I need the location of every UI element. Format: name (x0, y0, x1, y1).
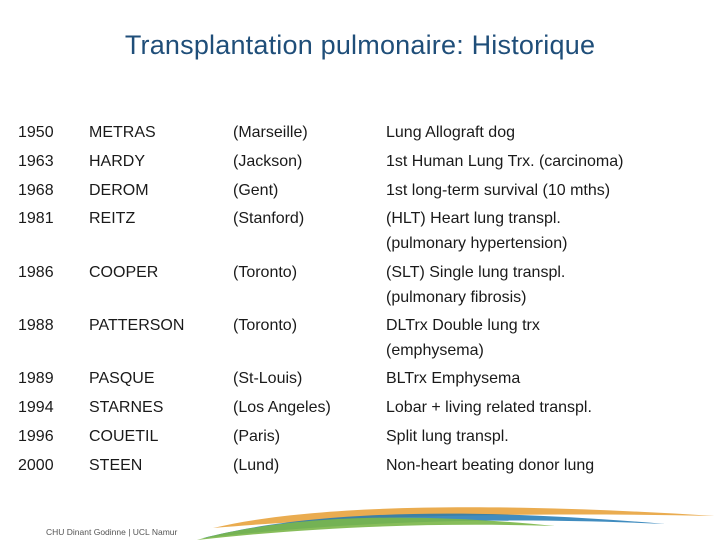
year-cell: 1986 (18, 264, 54, 281)
description-cell: (SLT) Single lung transpl. (386, 264, 566, 281)
city-cell: (Paris) (233, 428, 281, 445)
surgeon-cell: STARNES (89, 399, 164, 416)
year-cell: 1981 (18, 210, 54, 227)
description-cell: (HLT) Heart lung transpl. (386, 210, 561, 227)
surgeon-cell: COOPER (89, 264, 159, 281)
city-cell: (St-Louis) (233, 370, 303, 387)
city-cell: (Jackson) (233, 153, 303, 170)
description-cell: Split lung transpl. (386, 428, 509, 445)
year-cell: 1963 (18, 153, 54, 170)
description-cell-continued: (emphysema) (386, 342, 484, 359)
surgeon-cell: COUETIL (89, 428, 159, 445)
city-cell: (Los Angeles) (233, 399, 331, 416)
surgeon-cell: PATTERSON (89, 317, 185, 334)
description-cell: 1st long-term survival (10 mths) (386, 182, 611, 199)
year-cell: 1950 (18, 124, 54, 141)
description-cell: Lung Allograft dog (386, 124, 515, 141)
description-cell: 1st Human Lung Trx. (carcinoma) (386, 153, 624, 170)
year-cell: 1988 (18, 317, 54, 334)
city-cell: (Toronto) (233, 264, 298, 281)
description-cell: DLTrx Double lung trx (386, 317, 540, 334)
description-cell: BLTrx Emphysema (386, 370, 521, 387)
surgeon-cell: STEEN (89, 457, 143, 474)
slide-title: Transplantation pulmonaire: Historique (124, 30, 596, 60)
year-cell: 1996 (18, 428, 54, 445)
city-cell: (Marseille) (233, 124, 308, 141)
surgeon-cell: PASQUE (89, 370, 155, 387)
footer-institution: CHU Dinant Godinne | UCL Namur (46, 527, 178, 537)
city-cell: (Lund) (233, 457, 280, 474)
surgeon-cell: REITZ (89, 210, 136, 227)
year-cell: 1994 (18, 399, 54, 416)
city-cell: (Gent) (233, 182, 279, 199)
brand-swoosh-logo (195, 498, 720, 540)
city-cell: (Stanford) (233, 210, 305, 227)
city-cell: (Toronto) (233, 317, 298, 334)
surgeon-cell: HARDY (89, 153, 146, 170)
year-cell: 1968 (18, 182, 54, 199)
description-cell-continued: (pulmonary fibrosis) (386, 289, 527, 306)
description-cell: Lobar + living related transpl. (386, 399, 592, 416)
year-cell: 1989 (18, 370, 54, 387)
surgeon-cell: METRAS (89, 124, 156, 141)
description-cell: Non-heart beating donor lung (386, 457, 595, 474)
surgeon-cell: DEROM (89, 182, 149, 199)
description-cell-continued: (pulmonary hypertension) (386, 235, 568, 252)
year-cell: 2000 (18, 457, 54, 474)
